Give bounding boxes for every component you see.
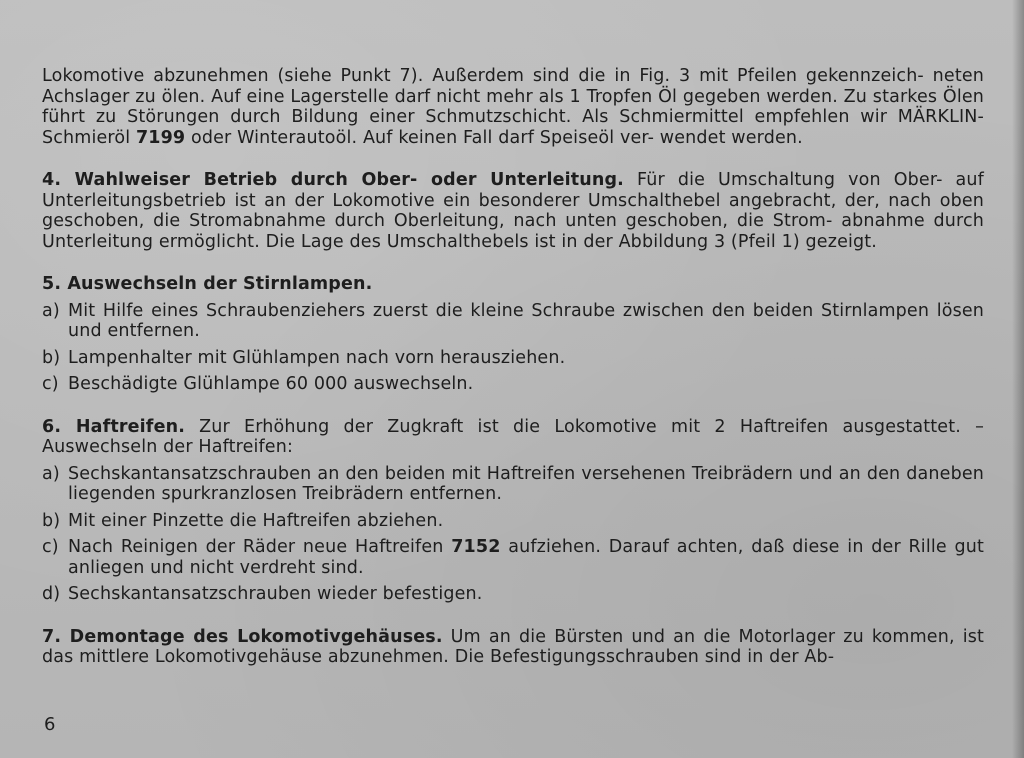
- list-label: b): [42, 347, 61, 368]
- section-5-list: [42, 301, 984, 395]
- section-7-heading: 7. Demontage des Lokomotivgehäuses.: [42, 626, 443, 647]
- list-text: Sechskantansatzschrauben an den beiden mit Haftreifen versehenen Treibrädern und an den daneben liegenden spurkranzlosen Treibrädern entfernen.: [68, 463, 984, 504]
- list-text: Sechskantansatzschrauben wieder befestigen.: [68, 584, 483, 604]
- section-6-heading: 6. Haftreifen.: [42, 416, 185, 437]
- list-label: a): [42, 300, 60, 321]
- intro-text-1: Lokomotive abzunehmen (siehe Punkt 7). Außerdem sind die in Fig. 3 mit Pfeilen gekennzeich- neten Achslager zu ölen. Auf eine Lagerstelle darf nicht mehr als 1 Tropfen Öl gegeben werden. Zu starkes Ölen führt zu Störungen durch Bildung einer Schmutzschicht. Als Schmiermittel empfehlen wir MÄRKLIN-Schmieröl: [42, 66, 984, 148]
- list-label: a): [42, 463, 60, 484]
- intro-part-number: 7199: [135, 127, 186, 148]
- list-item: [42, 511, 984, 532]
- page-edge-shadow: [1012, 0, 1024, 758]
- manual-page: [42, 66, 984, 746]
- list-item: [42, 301, 984, 342]
- section-7-text: Um an die Bürsten und an die Motorlager zu kommen, ist das mittlere Lokomotivgehäuse abzunehmen. Die Befestigungsschrauben sind in der Ab-: [42, 626, 984, 667]
- section-5-heading: 5. Auswechseln der Stirnlampen.: [42, 274, 373, 294]
- section-6-text: Zur Erhöhung der Zugkraft ist die Lokomotive mit 2 Haftreifen ausgestattet. – Auswechseln der Haftreifen:: [42, 416, 984, 457]
- list-item: [42, 464, 984, 505]
- list-item: [42, 584, 984, 605]
- section-4-text: Für die Umschaltung von Ober- auf Unterleitungsbetrieb ist an der Lokomotive ein besonderer Umschalthebel angebracht, der, nach oben geschoben, die Stromabnahme durch Oberleitung, nach unten geschoben, die Strom- abnahme durch Unterleitung ermöglicht. Die Lage des Umschalthebels ist in der Abbildung 3 (Pfeil 1) gezeigt.: [42, 170, 984, 252]
- list-text: Mit Hilfe eines Schraubenziehers zuerst die kleine Schraube zwischen den beiden Stirnlampen lösen und entfernen.: [68, 300, 984, 341]
- list-label: d): [42, 584, 61, 604]
- list-text: Beschädigte Glühlampe 60 000 auswechseln.: [68, 374, 474, 394]
- page-number: 6: [44, 714, 56, 735]
- list-item: [42, 348, 984, 369]
- list-text-pre: Nach Reinigen der Räder neue Haftreifen: [68, 537, 452, 557]
- section-6-list: [42, 464, 984, 605]
- list-text: [68, 537, 984, 578]
- section-4-heading: 4. Wahlweiser Betrieb durch Ober- oder Unterleitung.: [42, 170, 624, 190]
- section-4: [42, 170, 984, 252]
- list-text: Lampenhalter mit Glühlampen nach vorn herausziehen.: [68, 347, 566, 368]
- list-text: Mit einer Pinzette die Haftreifen abziehen.: [68, 510, 444, 531]
- section-6: [42, 417, 984, 458]
- intro-paragraph: [42, 66, 984, 148]
- list-label: c): [42, 374, 59, 394]
- intro-text-2: oder Winterautoöl. Auf keinen Fall darf Speiseöl ver- wendet werden.: [185, 127, 803, 148]
- list-label: c): [42, 537, 59, 557]
- list-text-post: aufziehen. Darauf achten, daß diese in der Rille gut anliegen und nicht verdreht sind.: [68, 537, 984, 578]
- section-7: [42, 627, 984, 668]
- list-item: [42, 374, 984, 395]
- part-number: 7152: [451, 537, 501, 557]
- list-label: b): [42, 510, 61, 531]
- list-item: [42, 537, 984, 578]
